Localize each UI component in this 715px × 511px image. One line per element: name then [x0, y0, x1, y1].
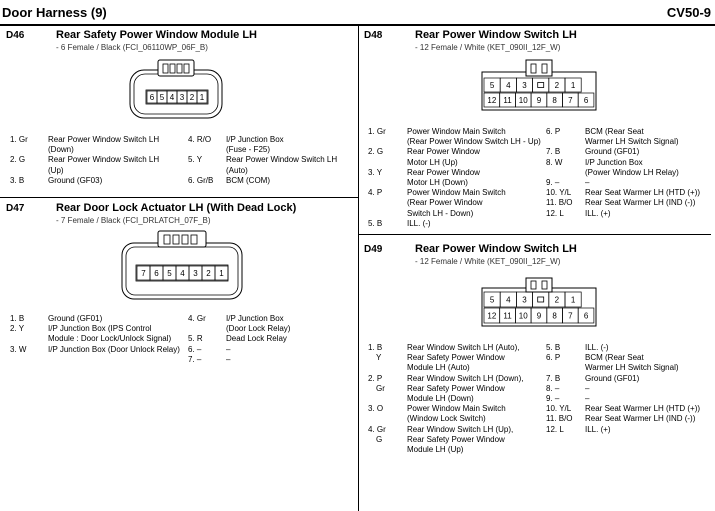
pin-description-line: Rear Seat Warmer LH (IND (-)) [585, 414, 696, 424]
connector-diagram-d49 [480, 276, 598, 328]
connector-id: D47 [6, 203, 25, 214]
pin-number: 11. B/O [546, 414, 573, 424]
pin-description [407, 435, 505, 455]
pin-description-line: Ground (GF01) [585, 373, 640, 383]
pin-description-line: Rear Power Window [407, 147, 480, 157]
pin-number: 3. W [10, 344, 27, 354]
pin-entry [368, 353, 544, 373]
pin-description-line: (Rear Power Window [407, 198, 483, 208]
pin-description-line: Module LH (Auto) [407, 363, 470, 373]
pin-number: 4. R/O [188, 135, 212, 144]
pin-description-line: Warmer LH Switch Signal) [585, 363, 679, 373]
pin-number: 10. Y/L [546, 188, 572, 198]
pin-description-line: ILL. (+) [585, 424, 611, 434]
pin-description-line: Ground (GF01) [48, 314, 103, 323]
pin-label: 7 [141, 268, 146, 278]
pin-entry [368, 219, 544, 229]
pin-entry [546, 353, 712, 373]
pin-description [226, 314, 290, 334]
pin-description-line: Power Window Main Switch [407, 188, 506, 198]
pin-description-line: – [585, 383, 590, 393]
pin-entry [546, 209, 712, 219]
pin-description [226, 135, 284, 155]
pin-entry [546, 394, 712, 404]
pin-description-line: Rear Safety Power Window [407, 383, 505, 393]
pin-description-line: I/P Junction Box (IPS Control [48, 324, 152, 334]
pin-description-line: ILL. (-) [585, 343, 609, 352]
pin-label: 7 [568, 311, 573, 321]
pin-label: 4 [506, 295, 511, 305]
pin-description-line: Module LH (Down) [407, 393, 474, 403]
pin-description [407, 168, 480, 188]
pin-label: 8 [552, 95, 557, 105]
pin-description [407, 374, 523, 384]
pin-entry [368, 435, 544, 455]
pin-description [585, 343, 609, 353]
connector-id: D46 [6, 30, 25, 41]
pin-number: 10. Y/L [546, 404, 572, 414]
pin-number: 9. – [546, 393, 560, 403]
pin-label: 4 [506, 80, 511, 90]
pin-description-line: – [585, 177, 590, 187]
pin-description [48, 135, 159, 155]
pin-description [585, 384, 589, 394]
pin-entry [546, 384, 712, 394]
pin-entry [368, 168, 544, 188]
pin-description-line: Motor LH (Down) [407, 177, 468, 187]
pin-entry [546, 147, 712, 157]
pin-label: 4 [180, 268, 185, 278]
pin-entry [188, 355, 356, 365]
pin-description [407, 353, 505, 373]
pin-description-line: Module : Door Lock/Unlock Signal) [48, 334, 172, 344]
pin-label: 8 [552, 311, 557, 321]
pin-description [585, 188, 700, 198]
pin-number: 3. Y [368, 167, 383, 177]
pin-label: 1 [570, 80, 576, 90]
pin-description [48, 345, 180, 355]
page-title: Door Harness (9) [2, 5, 107, 20]
pin-description [226, 155, 337, 175]
pin-entry [546, 374, 712, 384]
pin-label: 11 [503, 311, 512, 321]
pin-description-line: (Rear Power Window Switch LH - Up) [407, 137, 541, 147]
pin-entry [188, 176, 356, 186]
connector-diagram-d48 [480, 58, 598, 112]
pin-label: 12 [487, 95, 497, 105]
page-header [0, 0, 715, 26]
pin-description-line: Power Window Main Switch [407, 127, 506, 136]
pin-label: 2 [554, 80, 560, 90]
pin-label: 6 [154, 268, 159, 278]
pin-label: 1 [219, 268, 224, 278]
pin-description-line: Rear Seat Warmer LH (HTD (+)) [585, 188, 701, 198]
pin-entry [10, 176, 180, 186]
pin-description-line: (Fuse - F25) [226, 145, 271, 155]
pin-description-line: Rear Window Switch LH (Auto), [407, 343, 520, 352]
pin-description-line: Module LH (Up) [407, 444, 464, 454]
pin-description-line: Dead Lock Relay [226, 334, 287, 344]
pin-description [585, 127, 679, 147]
vertical-divider [358, 26, 359, 511]
pin-number: 4. P [368, 188, 383, 198]
pin-description [226, 355, 230, 365]
pin-list-left [368, 343, 544, 455]
connector-title: Rear Safety Power Window Module LH [56, 29, 257, 41]
pin-entry [10, 155, 180, 175]
connector-subtitle: - 7 Female / Black (FCI_DRLATCH_07F_B) [56, 216, 211, 225]
pin-list-left [10, 135, 180, 186]
pin-description-line: Switch LH - Down) [407, 208, 474, 218]
pin-number: 12. L [546, 208, 564, 218]
pin-label: 10 [518, 95, 528, 105]
pin-description [407, 127, 541, 147]
pin-description-line: Ground (GF01) [585, 147, 640, 157]
pin-description [407, 404, 506, 424]
pin-number: 3. B [10, 175, 25, 185]
pin-description [585, 178, 589, 188]
pin-number: 5. Y [188, 155, 203, 165]
pin-description [226, 176, 270, 186]
pin-description [585, 198, 695, 208]
pin-entry [10, 135, 180, 155]
connector-title: Rear Power Window Switch LH [415, 243, 577, 255]
pin-number: 4. Gr [368, 424, 386, 434]
pin-number: 7. – [188, 354, 202, 364]
pin-description [407, 425, 513, 435]
pin-entry [546, 414, 712, 424]
pin-description-line: Rear Power Window Switch LH [226, 155, 338, 165]
pin-label: 2 [189, 92, 195, 102]
pin-description [407, 219, 431, 229]
pin-description [585, 425, 611, 435]
pin-description-line: Rear Seat Warmer LH (HTD (+)) [585, 404, 701, 414]
pin-description-line: Warmer LH Switch Signal) [585, 137, 679, 147]
pin-description [585, 404, 700, 414]
pin-number: 1. B [10, 314, 25, 323]
connector-title: Rear Power Window Switch LH [415, 29, 577, 41]
pin-entry [10, 314, 180, 324]
pin-number: 5. R [188, 334, 203, 344]
pin-entry [546, 404, 712, 414]
pin-list-right [188, 135, 356, 186]
pin-entry [546, 178, 712, 188]
pin-description [585, 158, 679, 178]
pin-cell [533, 292, 549, 307]
pin-label: 5 [167, 268, 172, 278]
pin-number: 2. Y [10, 324, 25, 334]
pin-label: 7 [568, 95, 573, 105]
connector-subtitle: - 12 Female / White (KET_090II_12F_W) [415, 43, 561, 52]
pin-entry [368, 404, 544, 424]
pin-description-line: (Down) [48, 145, 74, 155]
pin-entry [188, 155, 356, 175]
pin-entry [546, 343, 712, 353]
pin-label: 2 [206, 268, 211, 278]
pin-number: 8. – [546, 383, 560, 393]
pin-label: 1 [199, 92, 205, 102]
pin-description [585, 394, 589, 404]
pin-number: 7. B [546, 147, 561, 157]
pin-description-line: (Door Lock Relay) [226, 324, 291, 334]
pin-description [585, 374, 639, 384]
pin-list-right [188, 314, 356, 365]
pin-number: Gr [376, 383, 385, 393]
pin-entry [546, 188, 712, 198]
pin-description-line: Ground (GF03) [48, 175, 103, 185]
pin-number: 3. O [368, 404, 384, 414]
pin-label: 9 [536, 311, 542, 321]
pin-label: 6 [149, 92, 155, 102]
pin-description-line: Rear Window Switch LH (Up), [407, 424, 514, 434]
pin-label: 12 [487, 311, 497, 321]
pin-entry [546, 158, 712, 178]
pin-description-line: Rear Window Switch LH (Down), [407, 373, 524, 383]
lock-key [538, 83, 544, 88]
divider-d48-d49 [359, 234, 711, 235]
pin-number: 6. – [188, 344, 202, 354]
pin-description-line: ILL. (+) [585, 208, 611, 218]
pin-entry [368, 384, 544, 404]
connector-subtitle: - 12 Female / White (KET_090II_12F_W) [415, 257, 561, 266]
pin-description-line: Rear Seat Warmer LH (IND (-)) [585, 198, 696, 208]
pin-entry [188, 345, 356, 355]
divider-d46-d47 [0, 197, 358, 198]
connector-diagram-d46 [128, 58, 224, 120]
pin-entry [368, 425, 544, 435]
pin-description-line: – [226, 344, 231, 354]
pin-number: 7. B [546, 373, 561, 383]
pin-label: 2 [554, 295, 560, 305]
pin-entry [10, 324, 180, 344]
pin-description [48, 314, 102, 324]
pin-label: 3 [179, 92, 185, 102]
pin-number: 8. W [546, 157, 563, 167]
pin-description-line: BCM (Rear Seat [585, 127, 644, 136]
pin-description-line: (Up) [48, 165, 64, 175]
pin-description [226, 345, 230, 355]
pin-description [48, 155, 159, 175]
pin-list-left [368, 127, 544, 229]
pin-number: 6. Gr/B [188, 175, 214, 185]
pin-description-line: (Power Window LH Relay) [585, 167, 679, 177]
pin-label: 5 [489, 295, 495, 305]
pin-description-line: Rear Power Window [407, 167, 480, 177]
connector-id: D48 [364, 30, 383, 41]
connector-subtitle: - 6 Female / Black (FCI_06110WP_06F_B) [56, 43, 208, 52]
pin-entry [188, 314, 356, 334]
pin-description-line: – [585, 393, 590, 403]
pin-number: 1. Gr [368, 127, 386, 136]
pin-number: 2. G [10, 155, 26, 165]
pin-number: 9. – [546, 177, 560, 187]
pin-description [585, 147, 639, 157]
pin-entry [10, 345, 180, 355]
pin-list-right [546, 343, 712, 435]
pin-label: 1 [570, 295, 576, 305]
pin-description [585, 353, 679, 373]
pin-number: 2. G [368, 147, 384, 157]
pin-description-line: Rear Safety Power Window [407, 434, 505, 444]
pin-label: 3 [522, 295, 527, 305]
connector-title: Rear Door Lock Actuator LH (With Dead Lock) [56, 202, 297, 214]
pin-description-line: BCM (Rear Seat [585, 353, 644, 363]
pin-description [407, 188, 506, 219]
pin-label: 3 [522, 80, 527, 90]
pin-number: 6. P [546, 127, 561, 136]
pin-description [585, 414, 695, 424]
pin-entry [188, 334, 356, 344]
pin-description [407, 384, 505, 404]
pin-label: 6 [583, 311, 589, 321]
pin-entry [368, 374, 544, 384]
pin-label: 3 [193, 268, 198, 278]
pin-description-line: BCM (COM) [226, 175, 270, 185]
pin-description [407, 343, 519, 353]
connector-diagram-d47 [120, 229, 244, 303]
pin-description-line: (Auto) [226, 165, 248, 175]
pin-description-line: – [226, 354, 231, 364]
pin-entry [368, 147, 544, 167]
pin-list-right [546, 127, 712, 219]
pin-label: 4 [169, 92, 175, 102]
pin-description-line: Rear Power Window Switch LH [48, 135, 160, 144]
pin-description [407, 147, 480, 167]
pin-number: 4. Gr [188, 314, 206, 323]
pin-description [48, 176, 102, 186]
pin-number: Y [376, 353, 382, 363]
pin-number: 2. P [368, 373, 383, 383]
pin-description [48, 324, 171, 344]
pin-label: 6 [583, 95, 589, 105]
pin-label: 10 [518, 311, 528, 321]
pin-description-line: I/P Junction Box [226, 314, 284, 323]
pin-description-line: I/P Junction Box [585, 157, 643, 167]
pin-description-line: ILL. (-) [407, 218, 431, 228]
pin-description [585, 209, 611, 219]
pin-entry [546, 198, 712, 208]
pin-number: 5. B [546, 343, 561, 352]
pin-label: 9 [536, 95, 542, 105]
page-code: CV50-9 [666, 5, 711, 20]
pin-description-line: I/P Junction Box [226, 135, 284, 144]
pin-description-line: Motor LH (Up) [407, 157, 458, 167]
pin-entry [546, 127, 712, 147]
pin-entry [368, 127, 544, 147]
pin-description-line: Rear Power Window Switch LH [48, 155, 160, 165]
pin-number: 1. Gr [10, 135, 28, 144]
pin-description-line: I/P Junction Box (Door Unlock Relay) [48, 344, 180, 354]
pin-description-line: (Window Lock Switch) [407, 414, 486, 424]
pin-description-line: Rear Safety Power Window [407, 353, 505, 363]
pin-entry [368, 343, 544, 353]
pin-entry [546, 425, 712, 435]
pin-description [226, 334, 287, 344]
pin-description-line: Power Window Main Switch [407, 404, 506, 414]
lock-key [538, 297, 544, 302]
pin-label: 5 [159, 92, 165, 102]
pin-number: 1. B [368, 343, 383, 352]
pin-number: 11. B/O [546, 198, 573, 208]
pin-label: 5 [489, 80, 495, 90]
pin-number: 6. P [546, 353, 561, 363]
connector-id: D49 [364, 244, 383, 255]
pin-number: G [376, 434, 383, 444]
pin-list-left [10, 314, 180, 355]
pin-entry [188, 135, 356, 155]
pin-cell [533, 78, 549, 92]
pin-number: 5. B [368, 218, 383, 228]
pin-entry [368, 188, 544, 219]
pin-number: 12. L [546, 424, 564, 434]
pin-label: 11 [503, 95, 512, 105]
